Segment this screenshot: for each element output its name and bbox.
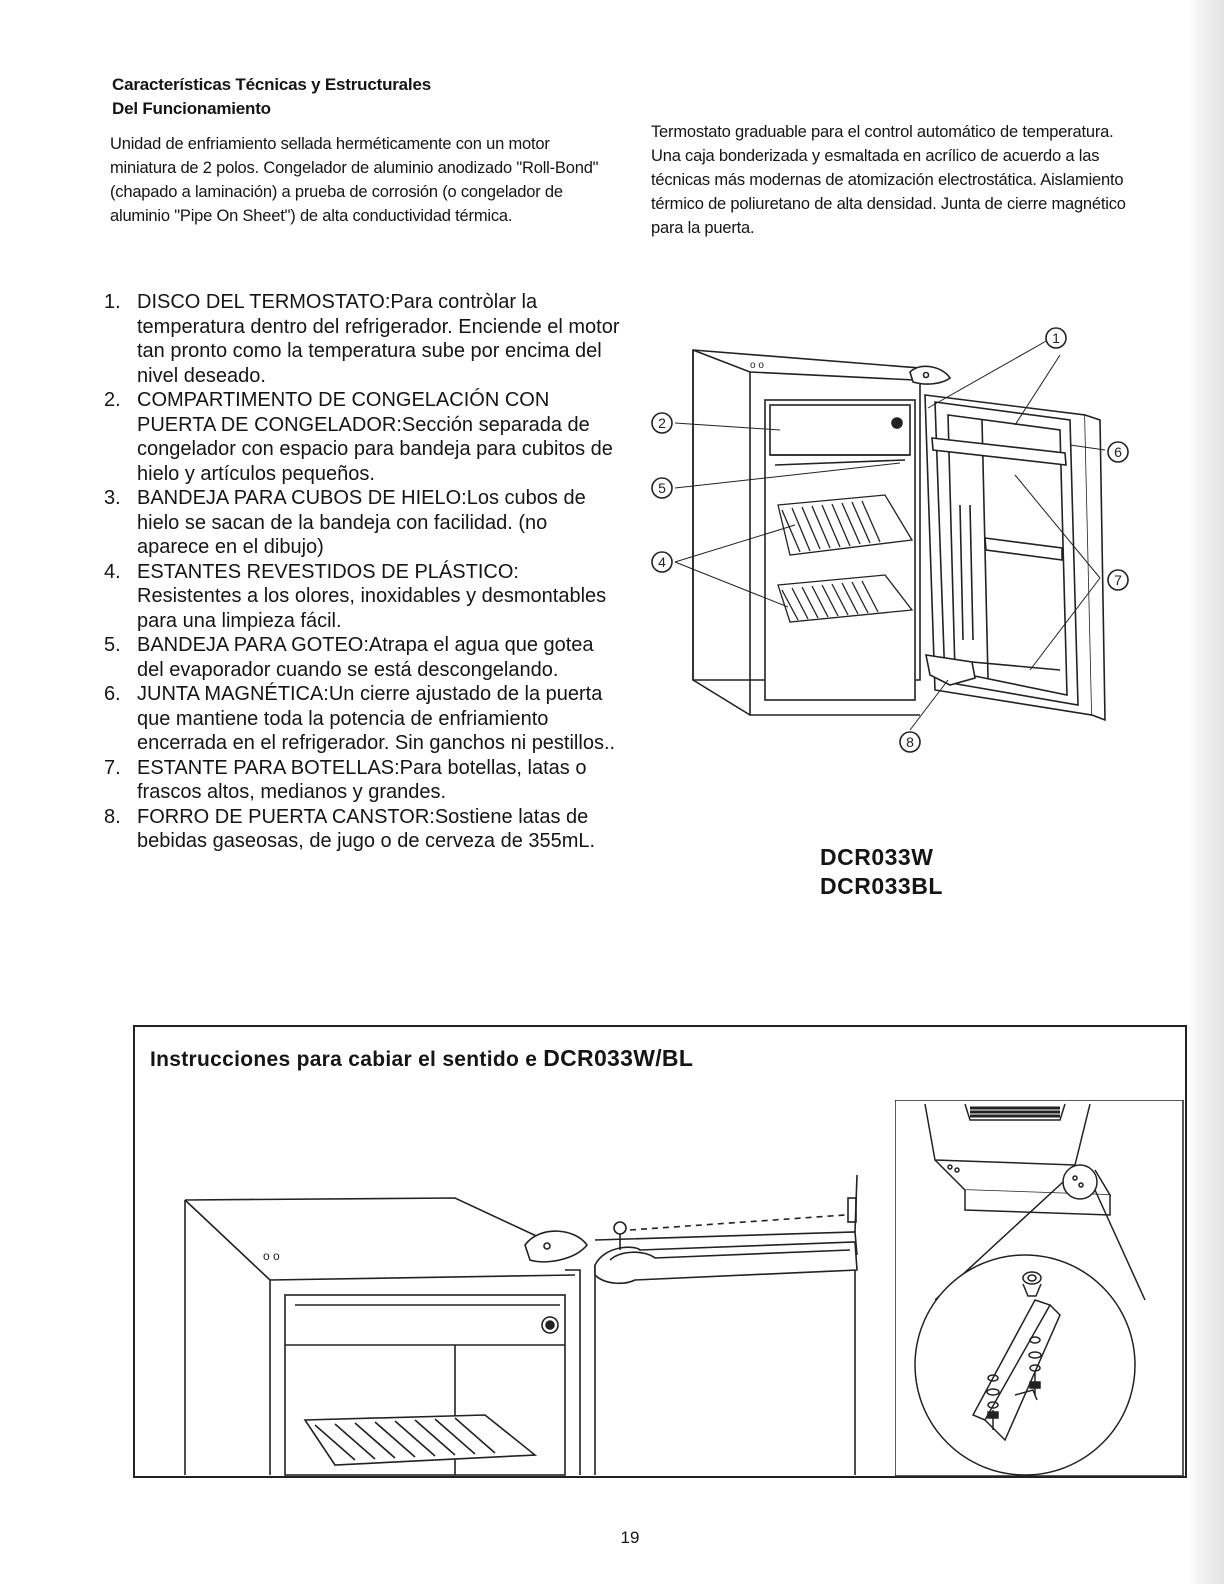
door-reversal-illustration — [135, 1120, 875, 1476]
feature-item — [104, 560, 624, 634]
feature-item — [104, 486, 624, 560]
heading-line-2: Del Funcionamiento — [112, 99, 271, 118]
model-number: DCR033W — [820, 844, 934, 870]
feature-number: 3. — [104, 487, 121, 509]
feature-item — [104, 633, 624, 682]
callout-label: 1 — [1052, 330, 1060, 346]
feature-item — [104, 805, 624, 854]
feature-item — [104, 756, 624, 805]
intro-paragraph-left: Unidad de enfriamiento sellada herméticamente con un motor miniatura de 2 polos. Congelador de aluminio anodizado "Roll-Bond" (chapado a laminación) a prueba de corrosión (o congelador de aluminio "Pipe On Sheet") de alta conductividad térmica. — [110, 135, 599, 225]
svg-text:o o: o o — [750, 360, 764, 371]
feature-number: 4. — [104, 560, 121, 583]
section-heading — [112, 73, 592, 121]
feature-text: BANDEJA PARA GOTEO:Atrapa el agua que gotea del evaporador cuando se está descongelando. — [137, 634, 594, 681]
feature-number: 6. — [104, 683, 121, 705]
callout-label: 2 — [658, 415, 666, 431]
feature-number: 5. — [104, 634, 121, 656]
callout-label: 7 — [1114, 572, 1122, 588]
feature-text: FORRO DE PUERTA CANSTOR:Sostiene latas de bebidas gaseosas, de jugo o de cerveza de 355mL. — [137, 805, 596, 852]
svg-text:o o: o o — [263, 1249, 280, 1263]
model-number: DCR033BL — [820, 873, 943, 899]
feature-item — [104, 290, 624, 388]
hinge-detail-inset — [895, 1100, 1185, 1478]
heading-line-1: Características Técnicas y Estructurales — [112, 75, 431, 94]
intro-paragraph-right: Termostato graduable para el control automático de temperatura. Una caja bonderizada y esmaltada en acrílico de acuerdo a las técnicas más modernas de atomización electrostática. Aislamiento térmico de poliuretano de alta densidad. Junta de cierre magnético para la puerta. — [651, 123, 1126, 237]
door-reversal-model: DCR033W/BL — [543, 1045, 694, 1071]
callout-label: 8 — [906, 734, 914, 750]
model-numbers — [820, 843, 943, 901]
scan-edge-shadow — [1188, 0, 1224, 1584]
feature-text: BANDEJA PARA CUBOS DE HIELO:Los cubos de hielo se sacan de la bandeja con facilidad. (no aparece en el dibujo) — [137, 487, 586, 558]
feature-item — [104, 682, 624, 756]
callout-label: 5 — [658, 480, 666, 496]
door-reversal-title-text: Instrucciones para cabiar el sentido e — [150, 1048, 538, 1071]
feature-text: DISCO DEL TERMOSTATO:Para contròlar la temperatura dentro del refrigerador. Enciende el motor tan pronto como la temperatura sube por encima del nivel deseado. — [137, 291, 620, 387]
feature-text: ESTANTES REVESTIDOS DE PLÁSTICO: Resistentes a los olores, inoxidables y desmontables para una limpieza fácil. — [137, 560, 607, 632]
door-reversal-title — [150, 1045, 693, 1072]
feature-number: 1. — [104, 291, 121, 313]
feature-text: ESTANTE PARA BOTELLAS:Para botellas, latas o frascos altos, medianos y grandes. — [137, 756, 587, 803]
feature-item — [104, 388, 624, 486]
feature-text: JUNTA MAGNÉTICA:Un cierre ajustado de la puerta que mantiene toda la potencia de enfriamiento encerrada en el refrigerador. Sin ganchos ni pestillos.. — [137, 683, 616, 754]
callout-label: 6 — [1114, 444, 1122, 460]
feature-text: COMPARTIMENTO DE CONGELACIÓN CON PUERTA DE CONGELADOR:Sección separada de congelador con espacio para bandeja para cubitos de hielo y artículos pequeños. — [137, 389, 613, 485]
feature-number: 2. — [104, 389, 121, 411]
callout-label: 4 — [658, 554, 666, 570]
feature-number: 7. — [104, 756, 121, 779]
page-number: 19 — [620, 1528, 640, 1547]
feature-number: 8. — [104, 805, 121, 828]
refrigerator-diagram — [630, 320, 1140, 760]
features-list — [104, 290, 624, 854]
